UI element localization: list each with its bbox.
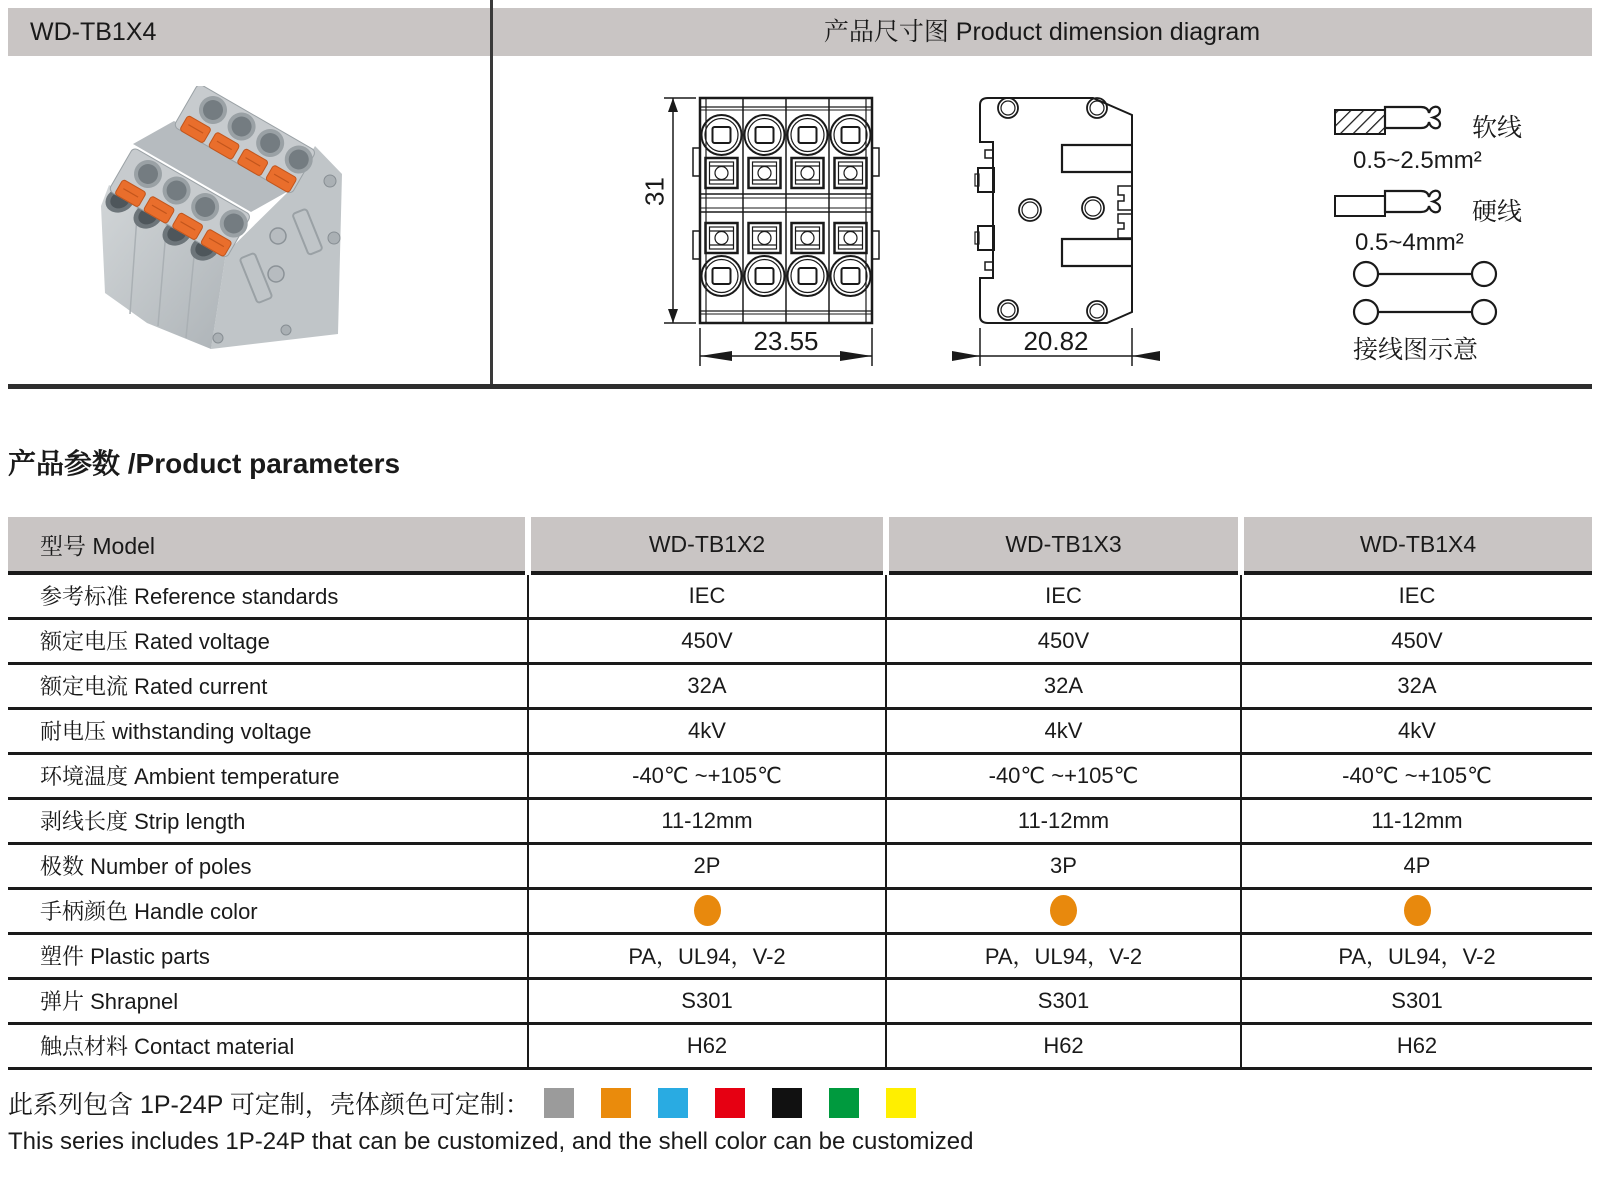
customization-note-en: This series includes 1P-24P that can be customized, and the shell color can be customized (8, 1128, 974, 1155)
cell: 4kV (1241, 708, 1592, 753)
table-header-row (8, 517, 1592, 573)
row-label: 额定电压 Rated voltage (8, 618, 528, 663)
cell: IEC (1241, 573, 1592, 618)
cell: H62 (528, 1023, 886, 1068)
cell: 32A (886, 663, 1241, 708)
row-label: 剥线长度 Strip length (8, 798, 528, 843)
table-row (8, 618, 1592, 663)
top-section (0, 0, 1600, 392)
row-label: 手柄颜色 Handle color (8, 888, 528, 933)
row-label: 极数 Number of poles (8, 843, 528, 888)
cell: -40℃ ~+105℃ (1241, 753, 1592, 798)
shell-color-swatch-orange (601, 1088, 631, 1118)
cell: 32A (1241, 663, 1592, 708)
model-header-tb1x4: WD-TB1X4 (1241, 517, 1592, 573)
cell: IEC (528, 573, 886, 618)
table-row (8, 933, 1592, 978)
hard-wire-icon (1333, 186, 1467, 224)
cell: H62 (886, 1023, 1241, 1068)
row-label: 参考标准 Reference standards (8, 573, 528, 618)
cell: 4kV (886, 708, 1241, 753)
cell: 11-12mm (528, 798, 886, 843)
hard-wire-range: 0.5~4mm² (1355, 229, 1464, 256)
shell-color-swatch-green (829, 1088, 859, 1118)
cell (1241, 888, 1592, 933)
row-label: 环境温度 Ambient temperature (8, 753, 528, 798)
row-label: 弹片 Shrapnel (8, 978, 528, 1023)
cell: 4kV (528, 708, 886, 753)
hard-wire-label: 硬线 (1472, 198, 1523, 226)
dimension-diagram-title: 产品尺寸图 Product dimension diagram (823, 18, 1261, 46)
table-row (8, 1023, 1592, 1068)
model-title: WD-TB1X4 (30, 18, 157, 46)
row-label: 额定电流 Rated current (8, 663, 528, 708)
parameters-table (8, 517, 1592, 1070)
wiring-diagram-icon (1350, 254, 1502, 328)
soft-wire-range: 0.5~2.5mm² (1353, 147, 1482, 174)
header-divider (490, 0, 493, 386)
handle-color-swatch (1050, 895, 1077, 926)
section-divider (8, 384, 1592, 389)
table-row (8, 753, 1592, 798)
cell: PA，UL94，V-2 (886, 933, 1241, 978)
cell: 32A (528, 663, 886, 708)
soft-wire-label: 软线 (1472, 114, 1523, 142)
side-width-dimension: 20.82 (1023, 326, 1089, 356)
table-row (8, 798, 1592, 843)
table-row (8, 573, 1592, 618)
handle-color-swatch (694, 895, 721, 926)
shell-color-swatch-black (772, 1088, 802, 1118)
cell: 450V (1241, 618, 1592, 663)
table-row (8, 843, 1592, 888)
product-photo-svg (90, 86, 350, 358)
customization-note-cn-text: 此系列包含 1P-24P 可定制，壳体颜色可定制： (8, 1091, 530, 1119)
cell: -40℃ ~+105℃ (528, 753, 886, 798)
cell: 2P (528, 843, 886, 888)
table-row (8, 708, 1592, 753)
model-column-header: 型号 Model (8, 517, 528, 573)
cell: S301 (528, 978, 886, 1023)
shell-color-swatch-blue (658, 1088, 688, 1118)
shell-color-swatch-red (715, 1088, 745, 1118)
row-label: 塑件 Plastic parts (8, 933, 528, 978)
wiring-caption: 接线图示意 (1353, 336, 1479, 364)
cell: 11-12mm (886, 798, 1241, 843)
cell: 450V (886, 618, 1241, 663)
cell: S301 (1241, 978, 1592, 1023)
table-row (8, 663, 1592, 708)
table-row-handle-color (8, 888, 1592, 933)
row-label: 耐电压 withstanding voltage (8, 708, 528, 753)
cell: 3P (886, 843, 1241, 888)
customization-note-cn (8, 1085, 916, 1121)
cell (528, 888, 886, 933)
cell: H62 (1241, 1023, 1592, 1068)
cell (886, 888, 1241, 933)
row-label: 触点材料 Contact material (8, 1023, 528, 1068)
model-header-tb1x3: WD-TB1X3 (886, 517, 1241, 573)
cell: S301 (886, 978, 1241, 1023)
front-width-dimension: 23.55 (753, 326, 819, 356)
shell-color-swatch-yellow (886, 1088, 916, 1118)
handle-color-swatch (1404, 895, 1431, 926)
product-photo (90, 86, 350, 358)
shell-color-swatch-gray (544, 1088, 574, 1118)
front-height-dimension: 31 (639, 177, 670, 206)
cell: 450V (528, 618, 886, 663)
table-row (8, 978, 1592, 1023)
cell: 11-12mm (1241, 798, 1592, 843)
parameters-section-title: 产品参数 /Product parameters (8, 448, 401, 479)
cell: IEC (886, 573, 1241, 618)
model-header-tb1x2: WD-TB1X2 (528, 517, 886, 573)
soft-wire-icon (1333, 102, 1467, 140)
cell: PA，UL94，V-2 (1241, 933, 1592, 978)
cell: PA，UL94，V-2 (528, 933, 886, 978)
cell: 4P (1241, 843, 1592, 888)
cell: -40℃ ~+105℃ (886, 753, 1241, 798)
